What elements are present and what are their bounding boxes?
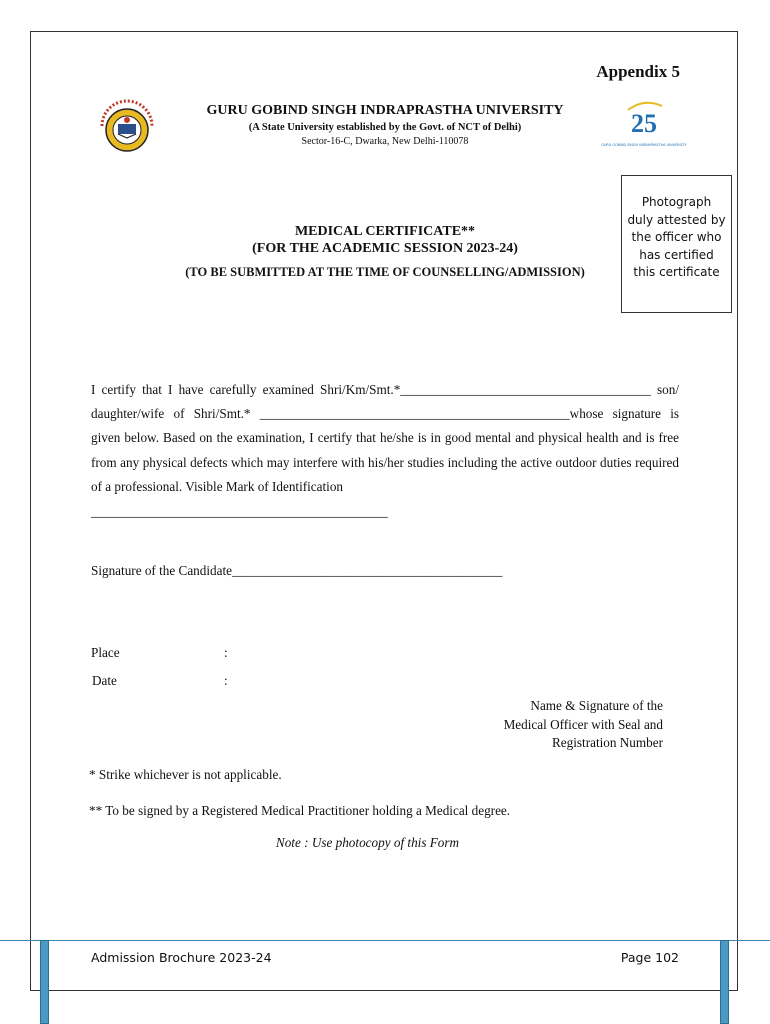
anniversary-25-logo <box>601 96 687 154</box>
footer-accent-bar-right <box>720 940 729 1024</box>
certification-paragraph: I certify that I have carefully examined Shri/Km/Smt.*______________________________________ son/ daughter/wife of Shri/Smt.* _______________________________________________whose signature is given below. Based on the examination, I certify that he/she is in good mental and physical health and is free from any physical defects which may interfere with his/her studies including the active outdoor duties required of a professional. Visible Mark of Identification <box>91 382 679 494</box>
anniversary-caption: GURU GOBIND SINGH INDRAPRASTHA UNIVERSITY <box>601 143 687 147</box>
officer-line: Medical Officer with Seal and <box>503 716 663 732</box>
signed-by-note: ** To be signed by a Registered Medical Practitioner holding a Medical degree. <box>89 803 511 818</box>
footer-page-number: Page 102 <box>620 950 679 965</box>
certificate-session: (FOR THE ACADEMIC SESSION 2023-24) <box>252 241 518 256</box>
strike-note: * Strike whichever is not applicable. <box>89 767 282 782</box>
certificate-title: MEDICAL CERTIFICATE** <box>294 224 476 239</box>
photo-box-line: the officer who <box>631 230 722 244</box>
place-colon: : <box>224 645 228 660</box>
footer-accent-bar-left <box>40 940 49 1024</box>
photocopy-note: Note : Use photocopy of this Form <box>275 835 460 850</box>
university-address: Sector-16-C, Dwarka, New Delhi-110078 <box>301 136 469 147</box>
anniversary-number: 25 <box>631 109 657 138</box>
photo-box-line: has certified <box>639 247 714 262</box>
appendix-label: Appendix 5 <box>596 62 680 81</box>
date-colon: : <box>224 673 228 688</box>
place-label: Place <box>91 645 120 660</box>
university-name: GURU GOBIND SINGH INDRAPRASTHA UNIVERSITY <box>206 103 564 118</box>
university-subtitle: (A State University established by the Govt. of NCT of Delhi) <box>248 122 522 133</box>
photo-box-line: this certificate <box>633 265 720 279</box>
footer-brochure-title: Admission Brochure 2023-24 <box>91 950 272 965</box>
date-label: Date <box>92 673 117 688</box>
photo-box-line: duly attested by <box>627 212 726 227</box>
footer-divider <box>0 940 770 941</box>
photograph-box <box>621 175 732 313</box>
photo-box-line: Photograph <box>641 195 712 209</box>
university-seal-logo <box>96 96 158 156</box>
candidate-signature-line: Signature of the Candidate_________________________________________ <box>91 563 503 578</box>
officer-line: Name & Signature of the <box>530 698 663 713</box>
officer-line: Registration Number <box>552 735 663 750</box>
certificate-submit-note: (TO BE SUBMITTED AT THE TIME OF COUNSELLING/ADMISSION) <box>185 265 585 279</box>
identification-mark-line: _____________________________________________ <box>91 504 388 519</box>
medical-officer-signature-block <box>504 697 663 753</box>
certification-paragraph-block <box>91 378 679 499</box>
